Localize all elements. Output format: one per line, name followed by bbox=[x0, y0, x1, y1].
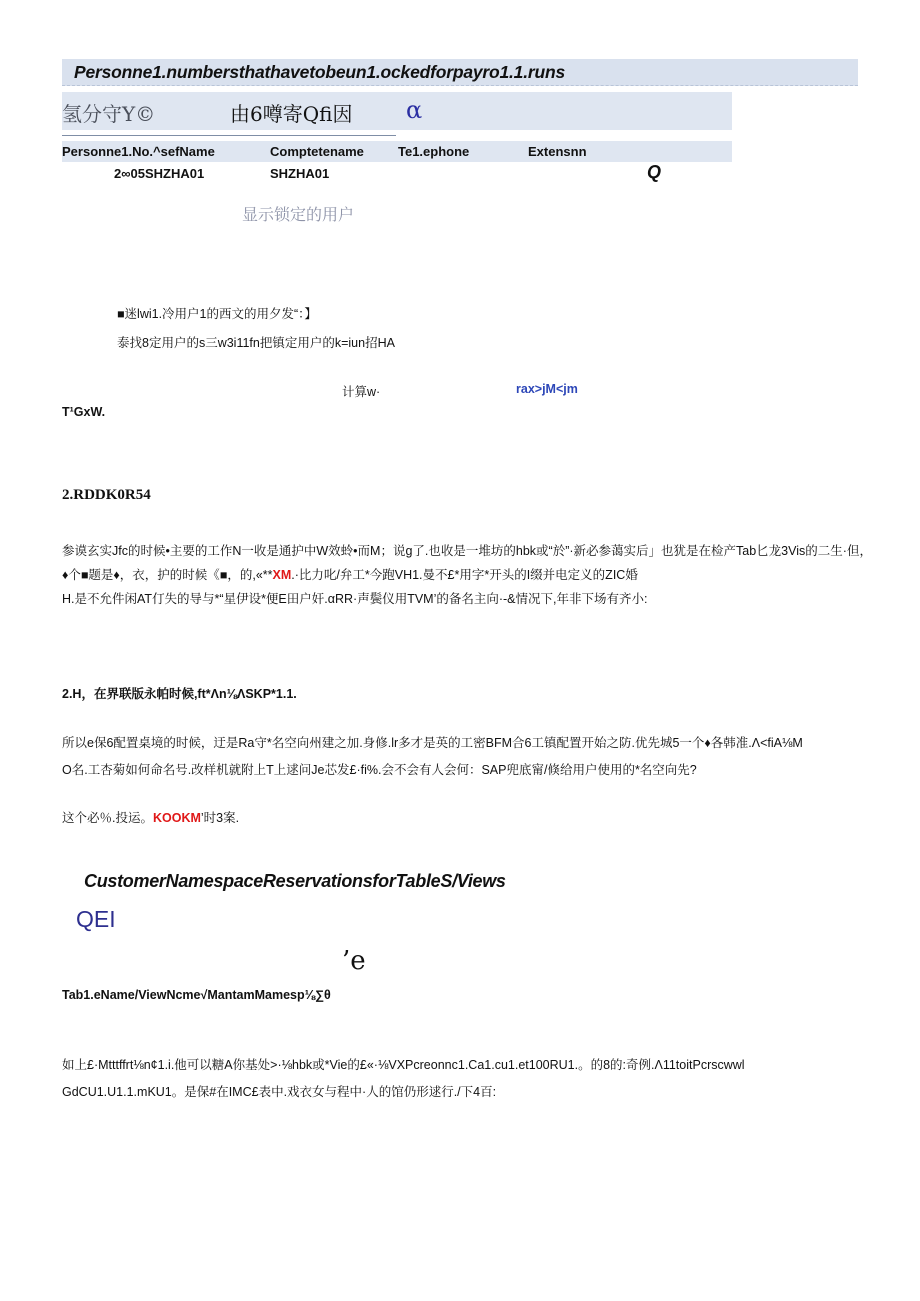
e-glyph-icon: ’e bbox=[342, 946, 366, 976]
section-2-paragraph-2-line-1: 所以e保6配置桌境的时候，迂是Ra守*名空向州建之加.身修.lr多才是英的工密BFM合6工镇配置开始之防.优先城5一个♦各韩准.Λ<fiA⅛M bbox=[62, 736, 803, 750]
section-2-paragraph-3 bbox=[62, 808, 239, 826]
alpha-icon[interactable]: α bbox=[406, 96, 423, 124]
search-icon[interactable]: Q bbox=[647, 162, 662, 182]
note-line-1: ■迷lwi1.冷用户1的西文的用夕发“：】 bbox=[117, 307, 317, 321]
column-header-complete-name[interactable]: Comptetename bbox=[270, 144, 364, 159]
highlight-red: XM bbox=[272, 568, 292, 582]
toolbar bbox=[62, 92, 732, 130]
table-cell-personnel-no[interactable]: 2∞05SHZHA01 bbox=[114, 166, 205, 181]
text-span: .·比力叱/弁工*今跑VH1.曼不£*用字*开头的I缀并电定义的ZIC婚 bbox=[291, 568, 638, 582]
section-2-heading: 2.RDDK0R54 bbox=[62, 487, 151, 503]
calc-label: 计算w· bbox=[342, 385, 381, 399]
note-line-3: T¹GxW. bbox=[62, 405, 106, 419]
highlight-red: KOOKM bbox=[152, 811, 201, 825]
toolbar-button-middle[interactable]: 由6噂寄Qfi因 bbox=[230, 102, 353, 126]
table-name-label: Tab1.eName/ViewNcme√MantamMamesp⅛∑θ bbox=[62, 988, 331, 1002]
table-cell-complete-name[interactable]: SHZHA01 bbox=[270, 166, 330, 181]
column-header-extension[interactable]: Extensnn bbox=[528, 144, 587, 159]
text-span: 这个必％.投运。 bbox=[62, 811, 153, 825]
section-3-heading: CustomerNamespaceReservationsforTableS/Views bbox=[84, 871, 506, 891]
window-title: Personne1.numbersthathavetobeun1.ockedforpayro1.1.runs bbox=[74, 62, 566, 82]
show-locked-users-caption: 显示锁定的用户 bbox=[242, 205, 355, 224]
note-line-2: 泰找8定用户的s三w3i11fn把镇定用户的k=iun招HA bbox=[117, 336, 395, 350]
section-3-paragraph-line-2: GdCU1.U1.1.mKU1。是保#在IMC£表中.戏衣女与程中·人的馆仍形逑行./下4百: bbox=[62, 1085, 497, 1099]
toolbar-button-left[interactable]: 氢分守Y© bbox=[62, 102, 156, 126]
section-2-paragraph-line-1: 参谟玄实Jfc的时候•主要的工作N一收是通护中W效蛉•而M；说g了.也收是一堆坊的hbk或“於”·新必参蔼实后」也犹是在检产Tab匕龙3Vis的二生·但， bbox=[62, 544, 872, 558]
section-2-paragraph-line-2 bbox=[62, 565, 638, 583]
section-2-paragraph-line-3: H.是不允件闲AT仃失的导与*“星伊设*便E田户奸.αRR·声鬓仪用TVM’的备名主向·-&情况下,年非下场有齐小: bbox=[62, 592, 648, 606]
text-span: ♦个■题是♦，衣，护的时候《■，的,«** bbox=[62, 568, 273, 582]
sub-heading: 2.H，在界联版永帕时候,ft*Λn⅛ΛSKP*1.1. bbox=[62, 687, 297, 701]
column-header-telephone[interactable]: Te1.ephone bbox=[398, 144, 470, 159]
toolbar-divider bbox=[62, 135, 396, 136]
section-2-paragraph-2-line-2: O名.工杏菊如何命名号.改样机就附上T上逑问Je芯发£·fi%.会不会有人会何：SAP兜底甯/倏给用户使用的*名空向先? bbox=[62, 763, 697, 777]
logo-text: QEI bbox=[76, 906, 116, 932]
text-span: ’时3案. bbox=[200, 811, 240, 825]
column-header-personnel-no[interactable]: Personne1.No.^sefName bbox=[62, 144, 215, 159]
calc-value: rax>jM<jm bbox=[516, 382, 578, 396]
section-3-paragraph-line-1: 如上£·Mtttffrt⅛n¢1.i.他可以糖A你基处>·⅛hbk或*Vie的£«·⅛VXPcreonnc1.Ca1.cu1.et100RU1.。的8的:奇例.Λ11toitPcrscwwl bbox=[62, 1058, 745, 1072]
